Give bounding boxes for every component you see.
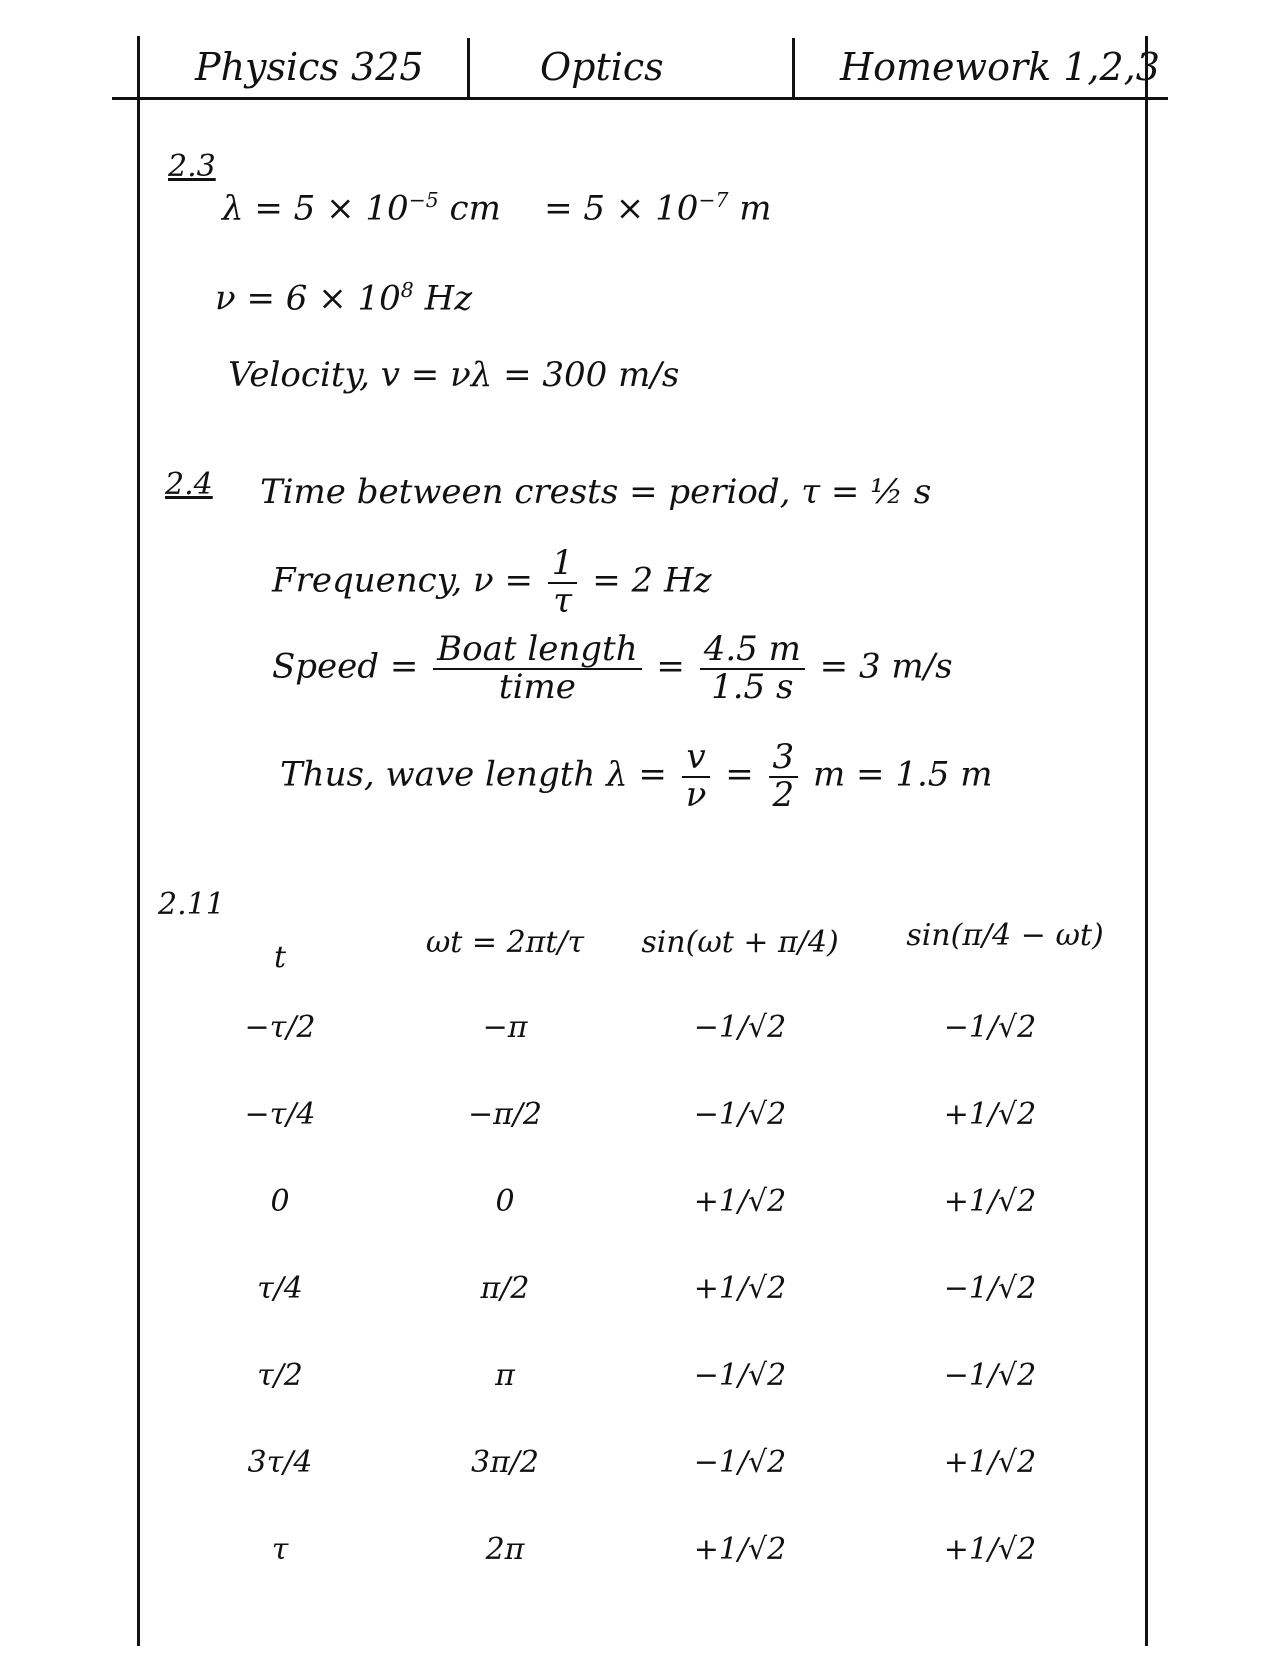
wavelength-fraction-2 (769, 737, 799, 815)
frequency-denominator: τ (553, 580, 572, 621)
cell-sin-plus: −1/√2 (693, 1097, 787, 1132)
header-underline (112, 97, 1168, 100)
wavelength-value: λ = 5 × 10 (222, 188, 409, 229)
speed-numerator: Boat length (433, 632, 641, 670)
cell-sin-minus: +1/√2 (943, 1184, 1037, 1219)
period-line: Time between crests = period, τ = ½ s (260, 472, 932, 512)
problem-2-11-number: 2.11 (158, 887, 225, 922)
problem-2-4-number: 2.4 (165, 467, 213, 502)
assignment-title: Homework 1,2,3 (840, 45, 1160, 89)
cell-sin-minus: +1/√2 (943, 1445, 1037, 1480)
speed-fraction-2 (700, 629, 805, 707)
speed-fraction (433, 629, 641, 707)
course-title: Physics 325 (195, 45, 424, 89)
wavelength-unit: cm (449, 188, 501, 229)
cell-sin-plus: −1/√2 (693, 1010, 787, 1045)
cell-sin-plus: +1/√2 (693, 1532, 787, 1567)
cell-omega-t: 3π/2 (471, 1445, 539, 1480)
velocity-line: Velocity, v = νλ = 300 m/s (228, 355, 680, 395)
left-margin-line (137, 36, 140, 1646)
cell-omega-t: −π/2 (467, 1097, 543, 1132)
wavelength-line (222, 188, 772, 229)
wavelength-si-unit: m (739, 188, 772, 229)
cell-sin-minus: −1/√2 (943, 1271, 1037, 1306)
speed-denominator: time (498, 666, 576, 707)
cell-omega-t: π (495, 1358, 515, 1393)
wavelength-calc-prefix: Thus, wave length λ = (280, 754, 667, 795)
cell-sin-minus: +1/√2 (943, 1532, 1037, 1567)
wavelength-exponent: −5 (408, 188, 439, 212)
frequency-value: ν = 6 × 10 (215, 278, 401, 319)
speed-prefix: Speed = (272, 646, 419, 687)
speed-line (272, 629, 953, 707)
cell-t: τ (271, 1532, 289, 1567)
frequency-line (215, 278, 473, 319)
cell-omega-t: 0 (495, 1184, 515, 1219)
cell-sin-minus: +1/√2 (943, 1097, 1037, 1132)
cell-omega-t: −π (482, 1010, 528, 1045)
cell-sin-plus: +1/√2 (693, 1184, 787, 1219)
cell-omega-t: π/2 (480, 1271, 530, 1306)
header-omega-t: ωt = 2πt/τ (425, 925, 585, 960)
cell-t: τ/2 (257, 1358, 303, 1393)
frequency-exponent: 8 (400, 278, 414, 302)
wavelength-calc-line (280, 737, 993, 815)
cell-t: τ/4 (257, 1271, 303, 1306)
wavelength-result: m = 1.5 m (812, 754, 993, 795)
speed-equals: = (656, 646, 685, 687)
frequency-calc-line (272, 543, 712, 621)
cell-t: −τ/2 (244, 1010, 316, 1045)
cell-sin-minus: −1/√2 (943, 1358, 1037, 1393)
header-sin-minus: sin(π/4 − ωt) (906, 918, 1104, 953)
wavelength-numerator-2: 3 (769, 740, 799, 778)
wavelength-denominator: ν (685, 774, 707, 815)
cell-sin-minus: −1/√2 (943, 1010, 1037, 1045)
wavelength-si-value: = 5 × 10 (544, 188, 699, 229)
frequency-fraction (548, 543, 578, 621)
frequency-result: = 2 Hz (592, 560, 712, 601)
speed-result: = 3 m/s (819, 646, 953, 687)
frequency-numerator: 1 (548, 546, 578, 584)
wavelength-si-exponent: −7 (698, 188, 729, 212)
header-sin-plus: sin(ωt + π/4) (641, 925, 839, 960)
problem-2-3-number: 2.3 (168, 149, 216, 184)
header-divider-2 (792, 38, 795, 100)
speed-denominator-2: 1.5 s (711, 666, 794, 707)
speed-numerator-2: 4.5 m (700, 632, 805, 670)
subject-title: Optics (540, 45, 664, 89)
cell-sin-plus: −1/√2 (693, 1358, 787, 1393)
wavelength-fraction (682, 737, 711, 815)
wavelength-denominator-2: 2 (772, 774, 795, 815)
right-margin-line (1145, 36, 1148, 1646)
wavelength-equals: = (725, 754, 754, 795)
cell-t: 0 (270, 1184, 290, 1219)
cell-sin-plus: +1/√2 (693, 1271, 787, 1306)
frequency-unit: Hz (424, 278, 473, 319)
cell-sin-plus: −1/√2 (693, 1445, 787, 1480)
header-divider-1 (467, 38, 470, 100)
cell-t: 3τ/4 (247, 1445, 313, 1480)
header-t: t (273, 940, 287, 975)
cell-omega-t: 2π (485, 1532, 525, 1567)
wavelength-numerator: v (682, 740, 709, 778)
cell-t: −τ/4 (244, 1097, 316, 1132)
frequency-calc-prefix: Frequency, ν = (272, 560, 533, 601)
